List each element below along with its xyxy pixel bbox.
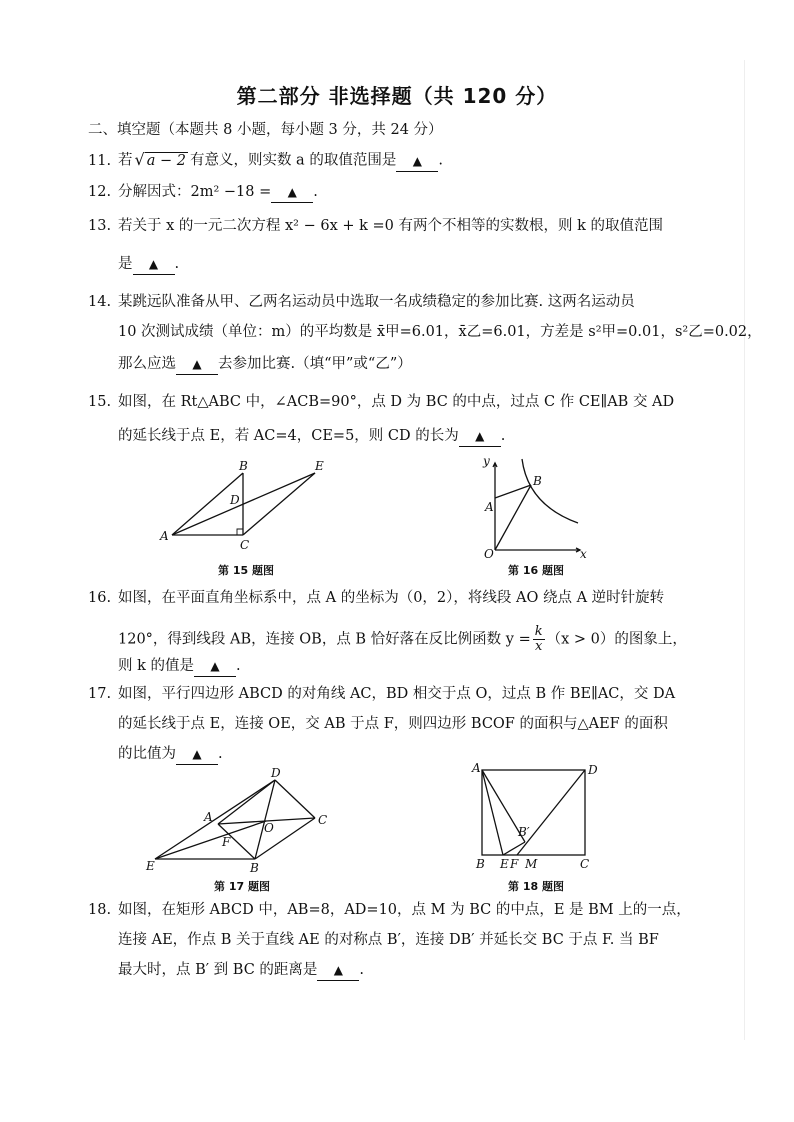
period: . [174,256,180,272]
question-11 [88,150,443,172]
question-number: 13. [88,218,112,234]
question-text: 120°，得到线段 AB，连接 OB，点 B 恰好落在反比例函数 y = [118,631,531,648]
answer-blank: ▲ [317,960,359,981]
label-A: A [485,500,494,514]
question-text: 去参加比赛.（填“甲”或“乙”） [218,356,412,372]
label-B-prime: B′ [518,825,530,839]
label-D: D [588,763,598,777]
answer-blank: ▲ [194,656,236,677]
answer-blank: ▲ [176,744,218,765]
segment-AD [218,780,275,824]
question-text: 如图，在矩形 ABCD 中，AB=8，AD=10，点 M 为 BC 的中点，E 是 BM 上的一点， [118,902,691,918]
question-18 [88,900,691,920]
question-text: 若关于 x 的一元二次方程 x² − 6x + k =0 有两个不相等的实数根，则 k 的取值范围 [118,218,664,234]
label-F: F [510,857,519,871]
rectangle-ABCD [482,770,585,855]
period: . [359,962,365,978]
label-E: E [146,859,155,873]
period: . [236,658,241,674]
question-14 [88,292,635,312]
page-title: 第二部分 非选择题（共 120 分） [236,84,558,108]
fraction-denominator: x [535,639,543,654]
answer-blank: ▲ [396,151,438,172]
question-number: 14. [88,294,112,310]
label-A: A [160,529,169,543]
question-text: 如图，在平面直角坐标系中，点 A 的坐标为（0，2），将线段 AO 绕点 A 逆时针旋转 [118,590,665,606]
label-C: C [240,538,250,552]
label-y: y [483,454,490,468]
question-number: 15. [88,394,112,410]
question-text: 如图，在 Rt△ABC 中，∠ACB=90°，点 D 为 BC 的中点，过点 C 作 CE∥AB 交 AD [118,394,675,410]
figure-18 [470,760,610,872]
figure-17-caption: 第 17 题图 [214,880,270,893]
question-text: 若 [118,152,133,169]
figure-15-caption: 第 15 题图 [218,564,274,577]
section-heading: 二、填空题（本题共 8 小题，每小题 3 分，共 24 分） [88,122,443,138]
label-F: F [222,835,231,849]
question-number: 11. [88,152,112,169]
question-text: 如图，平行四边形 ABCD 的对角线 AC，BD 相交于点 O，过点 B 作 BE∥AC，交 DA [118,686,676,702]
segment-OB [495,485,531,550]
label-D: D [230,493,240,507]
question-13 [88,216,663,236]
answer-blank: ▲ [133,254,175,275]
label-O: O [264,821,274,835]
sqrt-expression: √ a − 2 [134,150,186,169]
page-edge-line [744,60,745,1040]
label-A: A [204,810,213,824]
question-17 [88,684,675,704]
figure-17 [140,766,340,878]
label-x: x [580,547,587,561]
question-number: 16. [88,590,112,606]
segment-AE [482,770,503,855]
period: . [500,428,506,444]
label-D: D [271,766,281,780]
figure-15 [150,458,350,553]
right-angle-mark [237,529,243,535]
label-C: C [580,857,590,871]
segment-DC [275,780,315,818]
question-text: 有意义，则实数 a 的取值范围是 [189,152,397,169]
label-O: O [484,547,494,561]
question-16-line2 [118,625,687,654]
question-text: 某跳远队准备从甲、乙两名运动员中选取一名成绩稳定的参加比赛. 这两名运动员 [118,294,635,310]
radicand: a − 2 [146,153,186,169]
segment-CE [243,473,315,535]
question-17-line3 [118,744,223,765]
period: . [438,152,443,169]
question-16 [88,588,664,608]
label-M: M [525,857,538,871]
figure-16-caption: 第 16 题图 [508,564,564,577]
question-14-line3 [118,354,412,375]
fraction-k-over-x [533,625,545,654]
label-B: B [250,861,259,875]
question-text: 的比值为 [118,746,176,762]
question-15-line2 [118,426,505,447]
answer-blank: ▲ [176,354,218,375]
label-E: E [315,459,324,473]
answer-blank: ▲ [459,426,501,447]
question-text: 那么应选 [118,356,176,372]
figure-16 [480,455,590,560]
segment-ED [155,780,275,859]
question-number: 18. [88,902,112,918]
segment-DF [517,770,585,855]
label-E: E [500,857,509,871]
question-text: 是 [118,256,133,272]
question-text: （x > 0）的图象上， [546,631,687,648]
answer-blank: ▲ [271,182,313,203]
question-12 [88,182,318,203]
question-number: 12. [88,184,112,200]
question-text: 则 k 的值是 [118,658,195,674]
question-text: 的延长线于点 E，若 AC=4，CE=5，则 CD 的长为 [118,428,459,444]
label-B: B [476,857,485,871]
question-17-line2: 的延长线于点 E，连接 OE，交 AB 于点 F，则四边形 BCOF 的面积与△AEF 的面积 [118,716,668,732]
question-text: 分解因式：2m² −18 = [118,184,272,200]
hyperbola-curve [522,459,578,523]
figure-18-caption: 第 18 题图 [508,880,564,893]
label-B: B [533,474,542,488]
label-B: B [239,459,248,473]
question-16-line3 [118,656,241,677]
question-18-line2: 连接 AE，作点 B 关于直线 AE 的对称点 B′，连接 DB′ 并延长交 BC 于点 F. 当 BF [118,932,659,948]
question-number: 17. [88,686,112,702]
question-18-line3 [118,960,364,981]
question-14-line2: 10 次测试成绩（单位：m）的平均数是 x̄甲=6.01，x̄乙=6.01，方差是 s²甲=0.01，s²乙=0.02， [118,324,762,340]
label-C: C [318,813,328,827]
label-A: A [472,761,481,775]
question-13-line2 [118,254,179,275]
period: . [313,184,318,200]
period: . [218,746,223,762]
question-text: 最大时，点 B′ 到 BC 的距离是 [118,962,318,978]
question-15 [88,392,674,412]
fraction-numerator: k [534,624,543,639]
